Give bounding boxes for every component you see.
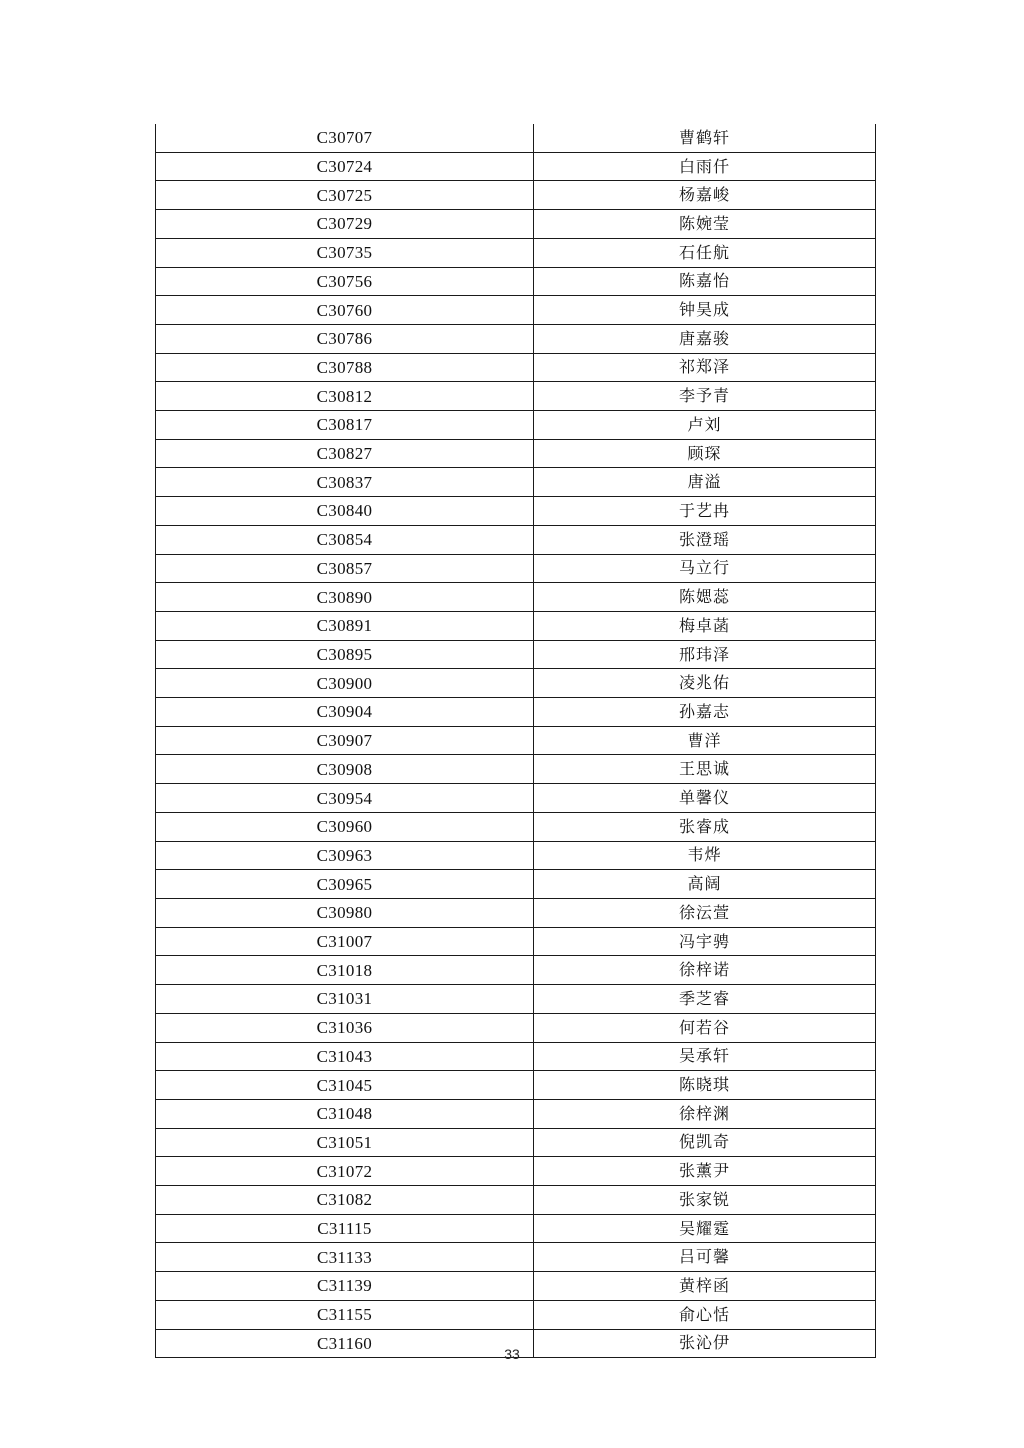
student-id-cell: C30965: [156, 870, 534, 899]
student-name-cell: 于艺冉: [534, 497, 876, 526]
student-id-cell: C30729: [156, 210, 534, 239]
student-name-cell: 张睿成: [534, 812, 876, 841]
student-name-cell: 邢玮泽: [534, 640, 876, 669]
table-row: [156, 1013, 876, 1042]
student-name-cell: 张家锐: [534, 1186, 876, 1215]
table-row: [156, 870, 876, 899]
student-name-cell: 倪凯奇: [534, 1128, 876, 1157]
student-id-cell: C31036: [156, 1013, 534, 1042]
student-id-cell: C30908: [156, 755, 534, 784]
student-id-cell: C31139: [156, 1272, 534, 1301]
student-id-cell: C30756: [156, 267, 534, 296]
student-name-cell: 张沁伊: [534, 1329, 876, 1358]
table-row: [156, 1071, 876, 1100]
student-id-cell: C30954: [156, 784, 534, 813]
student-id-cell: C30960: [156, 812, 534, 841]
table-row: [156, 812, 876, 841]
student-name-cell: 高阔: [534, 870, 876, 899]
table-row: [156, 210, 876, 239]
student-id-cell: C30840: [156, 497, 534, 526]
table-row: [156, 1243, 876, 1272]
student-name-cell: 马立行: [534, 554, 876, 583]
student-id-cell: C31018: [156, 956, 534, 985]
table-row: [156, 956, 876, 985]
student-id-cell: C30725: [156, 181, 534, 210]
student-id-cell: C30724: [156, 152, 534, 181]
table-row: [156, 124, 876, 152]
student-id-cell: C30827: [156, 439, 534, 468]
table-row: [156, 927, 876, 956]
student-name-cell: 徐梓诺: [534, 956, 876, 985]
table-row: [156, 698, 876, 727]
student-name-cell: 陈晓琪: [534, 1071, 876, 1100]
table-row: [156, 1272, 876, 1301]
student-name-cell: 曹洋: [534, 726, 876, 755]
student-name-cell: 季芝睿: [534, 985, 876, 1014]
table-row: [156, 985, 876, 1014]
roster-table: [155, 124, 876, 1358]
table-row: [156, 841, 876, 870]
table-row: [156, 1300, 876, 1329]
student-id-cell: C30963: [156, 841, 534, 870]
student-id-cell: C31048: [156, 1099, 534, 1128]
student-name-cell: 李予青: [534, 382, 876, 411]
table-row: [156, 611, 876, 640]
table-row: [156, 439, 876, 468]
table-row: [156, 726, 876, 755]
table-row: [156, 468, 876, 497]
student-id-cell: C30907: [156, 726, 534, 755]
student-id-cell: C30857: [156, 554, 534, 583]
student-name-cell: 祁郑泽: [534, 353, 876, 382]
table-row: [156, 1157, 876, 1186]
table-row: [156, 353, 876, 382]
table-row: [156, 1214, 876, 1243]
table-row: [156, 324, 876, 353]
table-row: [156, 238, 876, 267]
student-id-cell: C31155: [156, 1300, 534, 1329]
student-id-cell: C30817: [156, 411, 534, 440]
table-row: [156, 669, 876, 698]
student-name-cell: 张薰尹: [534, 1157, 876, 1186]
student-name-cell: 吴承轩: [534, 1042, 876, 1071]
student-name-cell: 徐梓渊: [534, 1099, 876, 1128]
table-row: [156, 267, 876, 296]
student-id-cell: C30837: [156, 468, 534, 497]
page-number: 33: [504, 1346, 520, 1362]
student-id-cell: C30904: [156, 698, 534, 727]
table-row: [156, 152, 876, 181]
student-name-cell: 白雨仟: [534, 152, 876, 181]
table-row: [156, 181, 876, 210]
table-row: [156, 755, 876, 784]
table-row: [156, 898, 876, 927]
student-name-cell: 唐溢: [534, 468, 876, 497]
table-row: [156, 1099, 876, 1128]
student-name-cell: 凌兆佑: [534, 669, 876, 698]
student-id-cell: C30812: [156, 382, 534, 411]
student-name-cell: 王思诚: [534, 755, 876, 784]
student-id-cell: C31133: [156, 1243, 534, 1272]
student-name-cell: 韦烨: [534, 841, 876, 870]
table-row: [156, 1186, 876, 1215]
table-row: [156, 382, 876, 411]
student-name-cell: 曹鹤轩: [534, 124, 876, 152]
student-id-cell: C30895: [156, 640, 534, 669]
student-id-cell: C30788: [156, 353, 534, 382]
student-name-cell: 石任航: [534, 238, 876, 267]
student-id-cell: C30890: [156, 583, 534, 612]
student-name-cell: 陈婉莹: [534, 210, 876, 239]
student-id-cell: C31045: [156, 1071, 534, 1100]
student-name-cell: 何若谷: [534, 1013, 876, 1042]
student-id-cell: C31043: [156, 1042, 534, 1071]
student-id-cell: C30900: [156, 669, 534, 698]
student-name-cell: 单馨仪: [534, 784, 876, 813]
student-id-cell: C31160: [156, 1329, 534, 1358]
student-id-cell: C31115: [156, 1214, 534, 1243]
table-row: [156, 497, 876, 526]
student-id-cell: C30854: [156, 525, 534, 554]
student-id-cell: C31072: [156, 1157, 534, 1186]
table-row: [156, 554, 876, 583]
table-row: [156, 640, 876, 669]
student-name-cell: 俞心恬: [534, 1300, 876, 1329]
student-id-cell: C31031: [156, 985, 534, 1014]
student-id-cell: C31051: [156, 1128, 534, 1157]
student-id-cell: C30760: [156, 296, 534, 325]
student-id-cell: C30786: [156, 324, 534, 353]
student-id-cell: C30735: [156, 238, 534, 267]
student-name-cell: 卢刘: [534, 411, 876, 440]
table-row: [156, 296, 876, 325]
student-name-cell: 钟昊成: [534, 296, 876, 325]
student-name-cell: 梅卓菡: [534, 611, 876, 640]
table-row: [156, 1042, 876, 1071]
student-name-cell: 吴耀霆: [534, 1214, 876, 1243]
student-id-cell: C31007: [156, 927, 534, 956]
table-row: [156, 583, 876, 612]
student-name-cell: 冯宇骋: [534, 927, 876, 956]
student-name-cell: 吕可馨: [534, 1243, 876, 1272]
student-name-cell: 唐嘉骏: [534, 324, 876, 353]
table-row: [156, 784, 876, 813]
student-name-cell: 孙嘉志: [534, 698, 876, 727]
student-name-cell: 黄梓函: [534, 1272, 876, 1301]
student-id-cell: C30980: [156, 898, 534, 927]
table-row: [156, 1128, 876, 1157]
student-name-cell: 陈媤蕊: [534, 583, 876, 612]
student-id-cell: C30891: [156, 611, 534, 640]
student-name-cell: 徐沄萱: [534, 898, 876, 927]
student-id-cell: C30707: [156, 124, 534, 152]
student-name-cell: 顾琛: [534, 439, 876, 468]
student-name-cell: 张澄瑶: [534, 525, 876, 554]
student-name-cell: 杨嘉峻: [534, 181, 876, 210]
student-id-cell: C31082: [156, 1186, 534, 1215]
table-row: [156, 525, 876, 554]
roster-table-body: [156, 124, 876, 1358]
table-row: [156, 411, 876, 440]
student-name-cell: 陈嘉怡: [534, 267, 876, 296]
